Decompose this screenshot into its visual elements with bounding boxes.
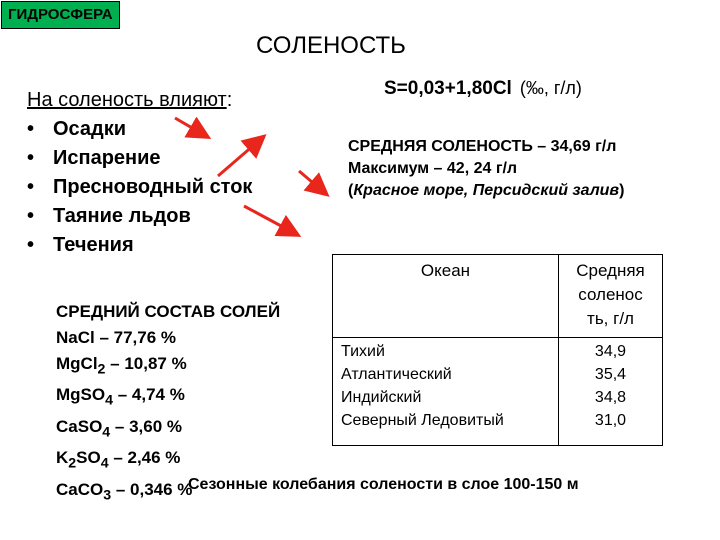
salinity-value: 31,0 [594, 412, 627, 429]
factor-label: Осадки [53, 118, 127, 140]
composition-row: NaCl – 77,76 % [56, 328, 177, 347]
ocean-name: Северный Ледовитый [341, 412, 504, 429]
formula-text: CaSO [56, 416, 103, 436]
formula-subscript: 2 [97, 361, 106, 378]
formula-value: – 0,346 % [111, 479, 193, 499]
header-line: Средняя [576, 261, 645, 280]
ocean-name: Тихий [341, 343, 385, 360]
ocean-name: Атлантический [341, 366, 452, 383]
average-salinity-block [348, 136, 624, 202]
factor-label: Испарение [53, 147, 161, 169]
formula-expression: S=0,03+1,80Cl [384, 78, 512, 99]
ocean-name: Индийский [341, 389, 422, 406]
composition-row [56, 445, 280, 476]
formula-subscript: 4 [105, 392, 113, 409]
arrow-down-icon [244, 206, 296, 234]
bullet-icon: • [27, 234, 35, 256]
maximum-seas-line [348, 180, 624, 202]
formula-value: – 10,87 % [105, 354, 187, 373]
salinity-value: 34,9 [594, 343, 627, 360]
formula-unit: (‰, г/л) [519, 78, 582, 98]
formula-subscript: 3 [103, 486, 112, 503]
formula-value: – 4,74 % [112, 385, 185, 405]
composition-heading: СРЕДНИЙ СОСТАВ СОЛЕЙ [56, 302, 281, 321]
factor-label: Течения [53, 234, 134, 256]
ocean-salinity-table [332, 254, 663, 446]
paren-open: ( [348, 182, 354, 199]
salinity-values-cell [559, 338, 663, 446]
maximum-seas: Красное море, Персидский залив [353, 182, 620, 199]
column-header-salinity [559, 255, 663, 338]
formula-text: K [56, 448, 69, 468]
bullet-icon: • [27, 176, 35, 198]
composition-row [56, 414, 280, 445]
factor-label: Пресноводный сток [53, 176, 253, 198]
composition-row [56, 382, 280, 413]
bullet-icon: • [27, 118, 35, 140]
composition-row [56, 351, 280, 382]
formula-subscript: 4 [102, 424, 111, 441]
column-header-ocean: Океан [333, 255, 559, 338]
bullet-icon: • [27, 147, 35, 169]
table-row [333, 338, 663, 446]
formula-subscript: 2 [68, 455, 77, 472]
ocean-names-cell [333, 338, 559, 446]
formula-text: MgSO [56, 385, 106, 405]
section-tag: ГИДРОСФЕРА [1, 1, 120, 29]
formula-subscript: 4 [100, 455, 109, 472]
table-header-row [333, 255, 663, 338]
bullet-icon: • [27, 205, 35, 227]
header-line: ть, г/л [587, 309, 634, 328]
arrow-up-icon [175, 118, 206, 136]
formula-value: – 3,60 % [110, 416, 182, 436]
seasonal-note: Сезонные колебания солености в слое 100-150 м [188, 476, 579, 493]
formula-text: SO [76, 448, 101, 468]
header-line: соленос [578, 285, 643, 304]
salinity-value: 34,8 [594, 389, 627, 406]
salinity-value: 35,4 [594, 366, 627, 383]
arrow-down-icon [299, 171, 325, 193]
formula-value: – 2,46 % [108, 448, 181, 468]
maximum-line: Максимум – 42, 24 г/л [348, 160, 518, 177]
average-line: СРЕДНЯЯ СОЛЕНОСТЬ – 34,69 г/л [348, 138, 617, 155]
factor-label: Таяние льдов [53, 205, 191, 227]
factors-colon: : [226, 89, 233, 111]
formula-text: CaCO [56, 479, 104, 499]
arrow-up-icon [218, 138, 262, 176]
page-title: СОЛЕНОСТЬ [256, 32, 406, 59]
paren-close: ) [619, 182, 625, 199]
factors-heading: На соленость влияют [27, 89, 227, 111]
formula-text: MgCl [56, 354, 98, 373]
